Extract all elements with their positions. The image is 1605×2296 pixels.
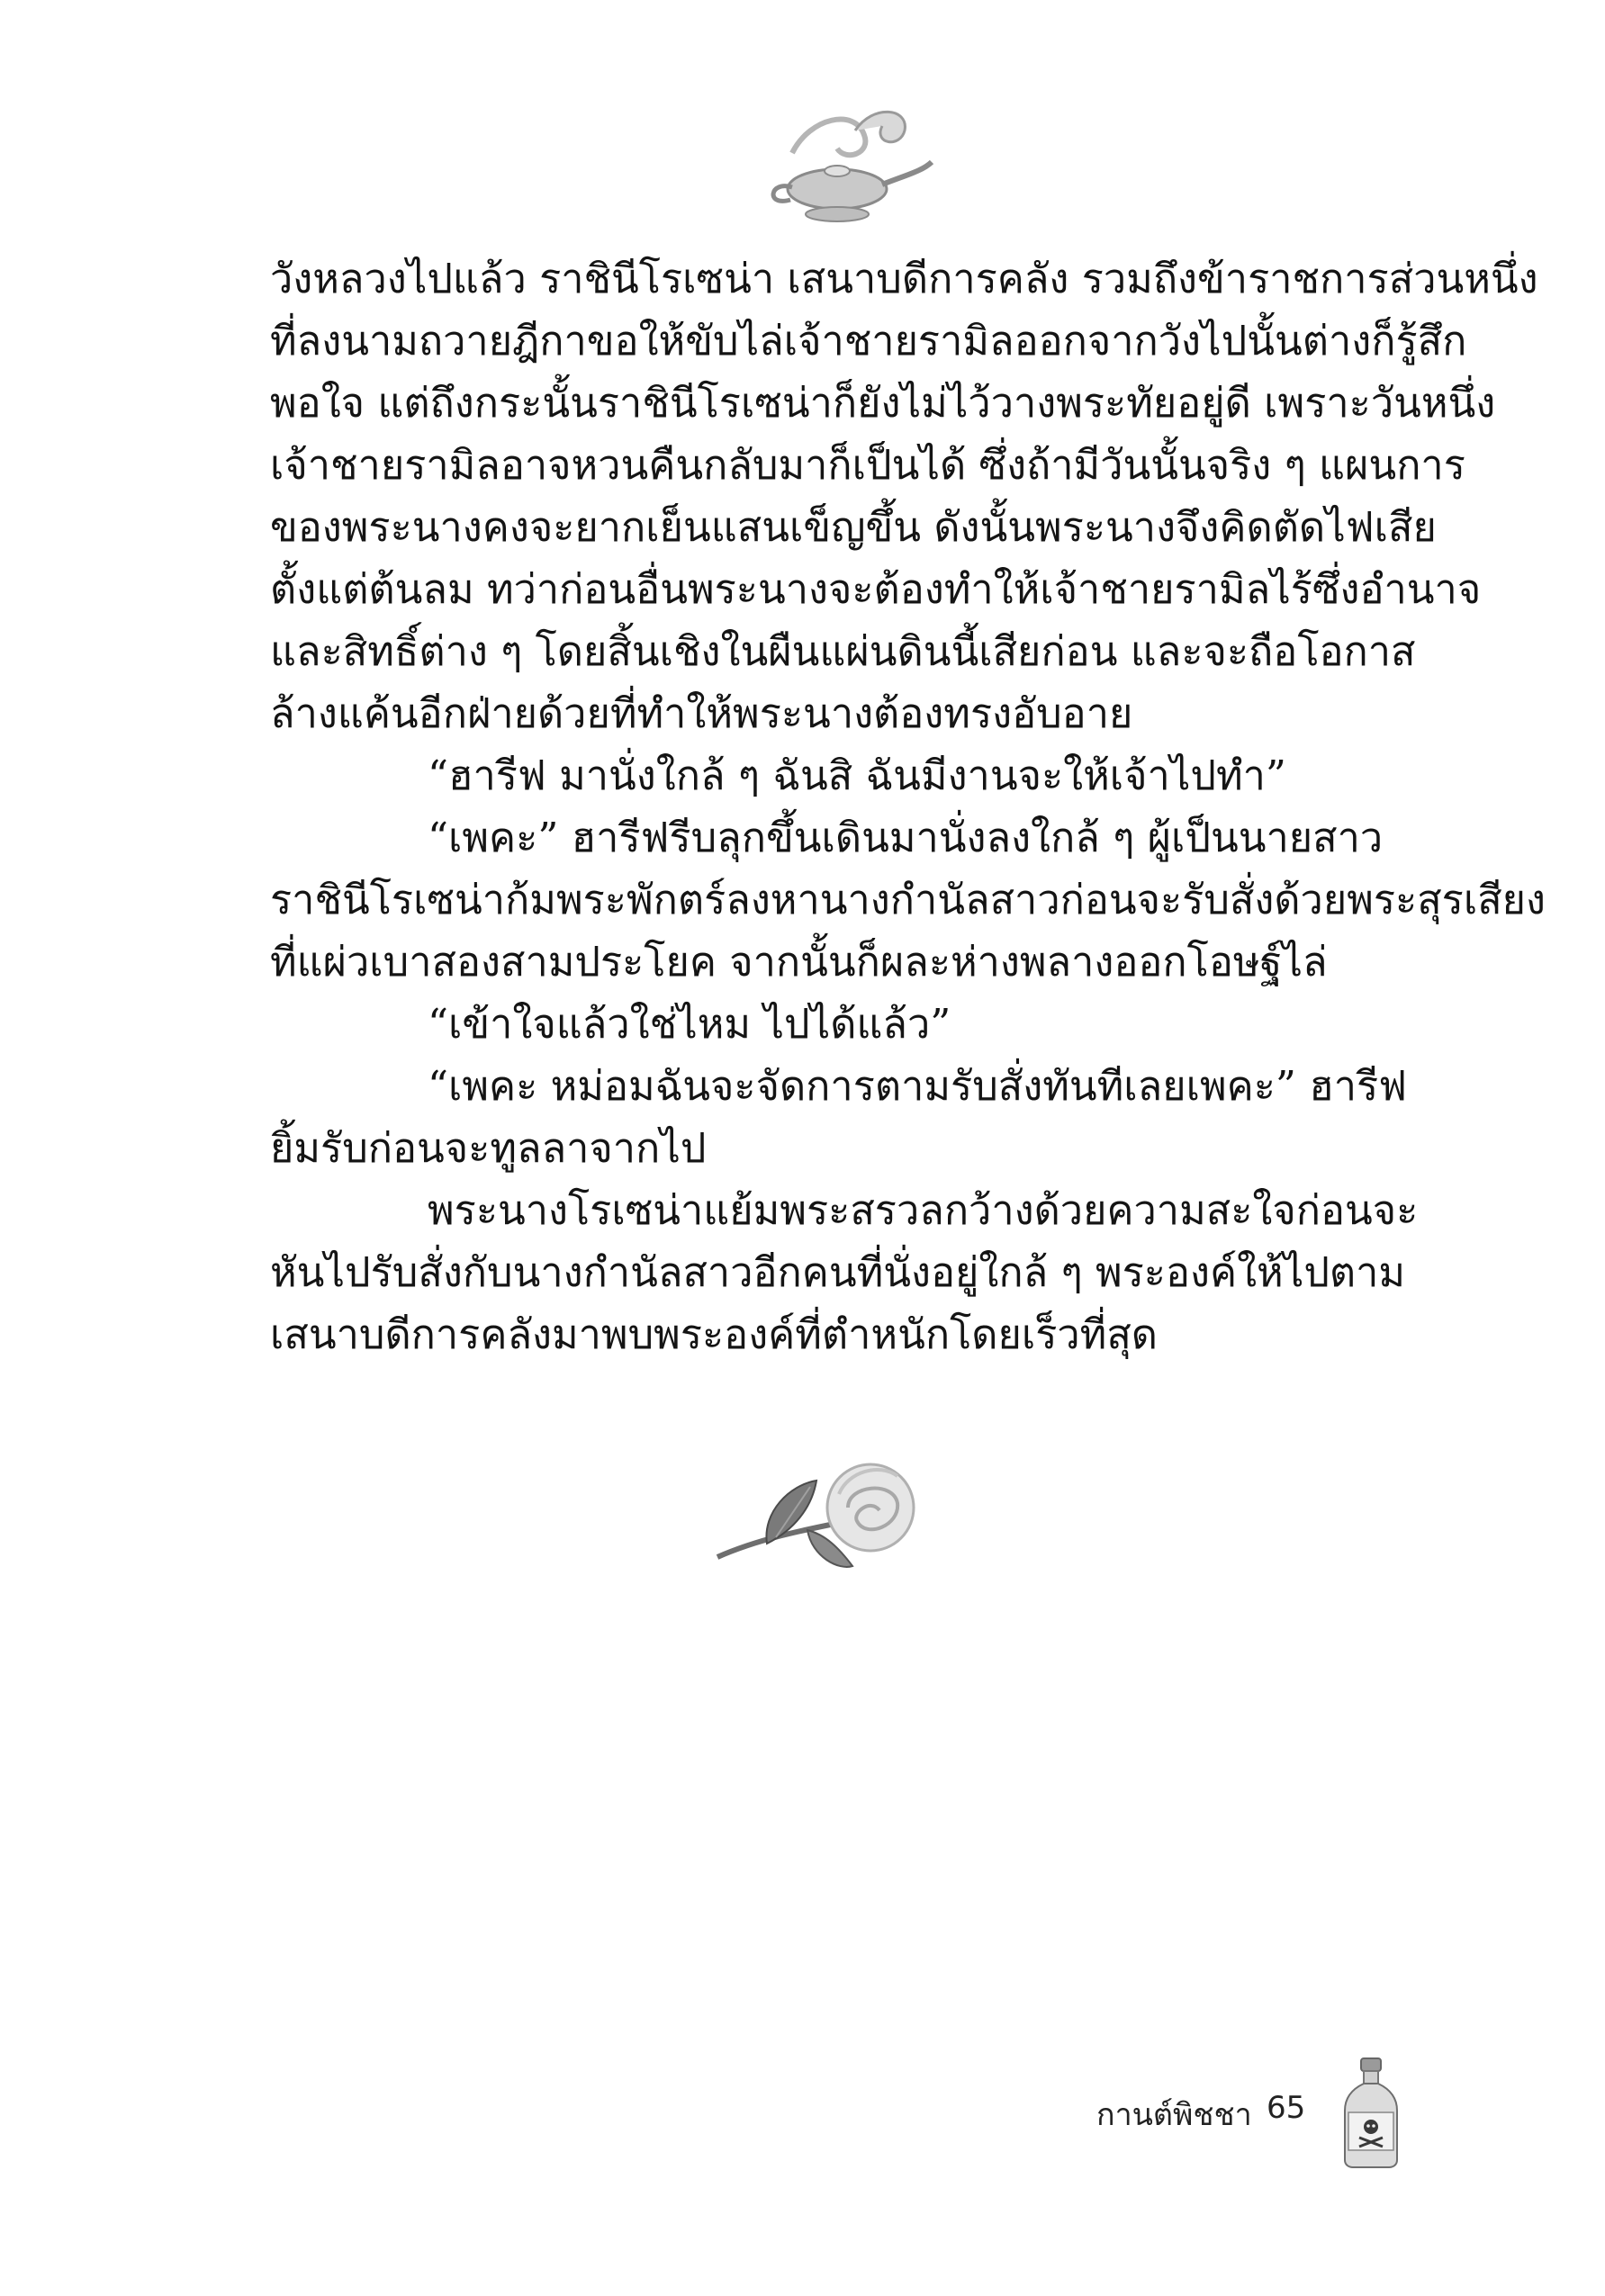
- text-line: เสนาบดีการคลังมาพบพระองค์ที่ตำหนักโดยเร็วที่สุด: [270, 1310, 1159, 1358]
- text-line: ราชินีโรเซน่าก้มพระพักตร์ลงหานางกำนัลสาวก่อนจะรับสั่งด้วยพระสุรเสียง: [270, 876, 1546, 923]
- text-line: เจ้าชายรามิลอาจหวนคืนกลับมาก็เป็นได้ ซึ่งถ้ามีวันนั้นจริง ๆ แผนการ: [270, 441, 1465, 489]
- text-line: และสิทธิ์ต่าง ๆ โดยสิ้นเชิงในผืนแผ่นดินนี้เสียก่อน และจะถือโอกาส: [270, 627, 1416, 675]
- text-line: “ฮารีฟ มานั่งใกล้ ๆ ฉันสิ ฉันมีงานจะให้เจ้าไปทำ”: [428, 752, 1286, 799]
- text-line: ยิ้มรับก่อนจะทูลลาจากไป: [270, 1124, 707, 1172]
- text-line: “เข้าใจแล้วใช่ไหม ไปได้แล้ว”: [428, 1000, 951, 1048]
- text-line: ล้างแค้นอีกฝ่ายด้วยที่ทำให้พระนางต้องทรงอับอาย: [270, 689, 1133, 737]
- text-line: ของพระนางคงจะยากเย็นแสนเข็ญขึ้น ดังนั้นพระนางจึงคิดตัดไฟเสีย: [270, 503, 1437, 551]
- text-line: พระนางโรเซน่าแย้มพระสรวลกว้างด้วยความสะใจก่อนจะ: [428, 1186, 1419, 1234]
- poison-bottle-icon: [1339, 2057, 1402, 2169]
- genie-lamp-icon: [756, 99, 936, 243]
- text-line: ที่แผ่วเบาสองสามประโยค จากนั้นก็ผละห่างพลางออกโอษฐ์ไล่: [270, 938, 1328, 986]
- book-title: กานต์พิชชา: [1096, 2097, 1252, 2133]
- text-line: “เพคะ หม่อมฉันจะจัดการตามรับสั่งทันทีเลยเพคะ” ฮารีฟ: [428, 1062, 1407, 1110]
- text-line: ตั้งแต่ต้นลม ทว่าก่อนอื่นพระนางจะต้องทำให้เจ้าชายรามิลไร้ซึ่งอำนาจ: [270, 565, 1482, 613]
- text-line: ที่ลงนามถวายฎีกาขอให้ขับไล่เจ้าชายรามิลออกจากวังไปนั้นต่างก็รู้สึก: [270, 317, 1467, 365]
- text-line: วังหลวงไปแล้ว ราชินีโรเซน่า เสนาบดีการคลัง รวมถึงข้าราชการส่วนหนึ่ง: [270, 255, 1538, 302]
- page-number: 65: [1267, 2090, 1306, 2126]
- text-line: หันไปรับสั่งกับนางกำนัลสาวอีกคนที่นั่งอยู่ใกล้ ๆ พระองค์ให้ไปตาม: [270, 1248, 1406, 1296]
- text-line: พอใจ แต่ถึงกระนั้นราชินีโรเซน่าก็ยังไม่ไว้วางพระทัยอยู่ดี เพราะวันหนึ่ง: [270, 379, 1496, 427]
- body-text: [270, 248, 1546, 1365]
- text-line: “เพคะ” ฮารีฟรีบลุกขึ้นเดินมานั่งลงใกล้ ๆ ผู้เป็นนายสาว: [428, 814, 1384, 861]
- rose-icon: [713, 1458, 920, 1584]
